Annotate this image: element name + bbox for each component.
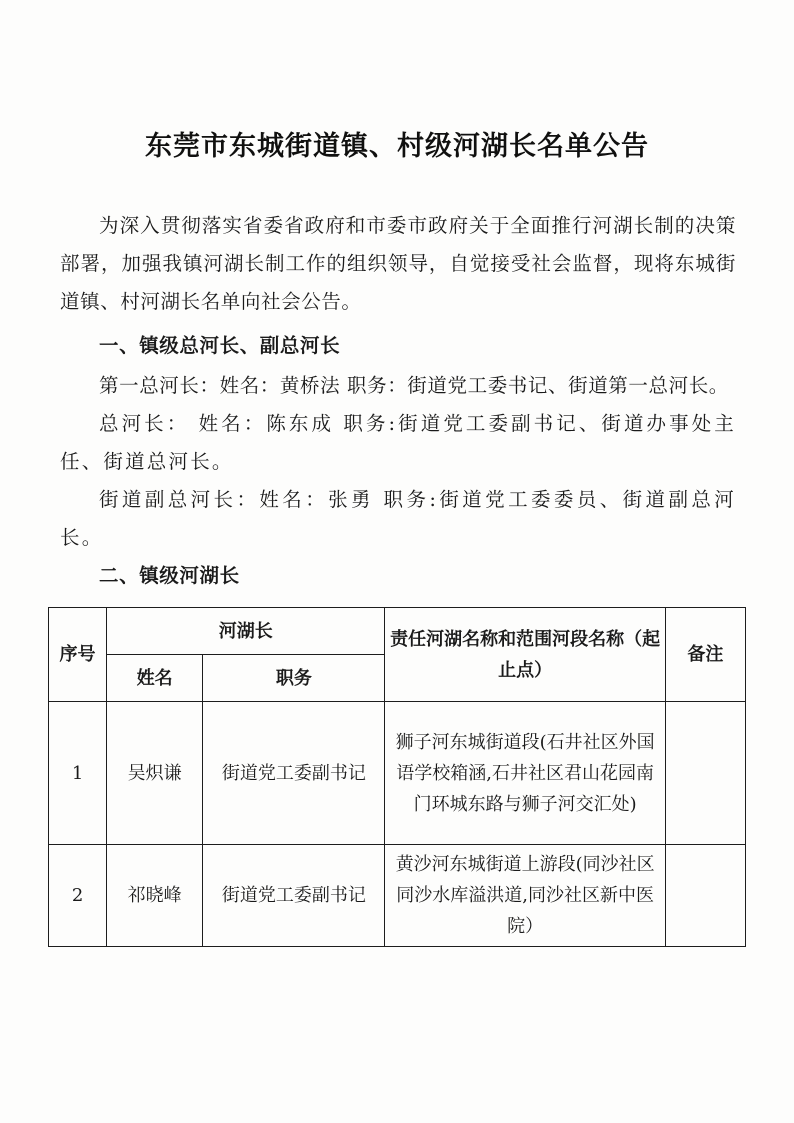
section-one-item-3: 街道副总河长：姓名：张勇 职务:街道党工委委员、街道副总河长。 (60, 488, 736, 549)
section-one-item-2: 总河长： 姓名：陈东成 职务:街道党工委副书记、街道办事处主任、街道总河长。 (60, 412, 736, 473)
row-1-name: 吴炽谦 (107, 702, 203, 845)
row-2-post: 街道党工委副书记 (203, 845, 385, 947)
row-1-remark (665, 702, 745, 845)
row-2-no: 2 (49, 845, 107, 947)
row-2-remark (665, 845, 745, 947)
header-name: 姓名 (107, 655, 203, 702)
row-1-post: 街道党工委副书记 (203, 702, 385, 845)
table-header-row-1 (49, 608, 746, 655)
section-one-item-1: 第一总河长：姓名：黄桥法 职务：街道党工委书记、街道第一总河长。 (99, 374, 729, 397)
intro-paragraph: 为深入贯彻落实省委省政府和市委市政府关于全面推行河湖长制的决策部署，加强我镇河湖长制工作的组织领导，自觉接受社会监督，现将东城街道镇、村河湖长名单向社会公告。 (60, 214, 736, 313)
header-remark: 备注 (665, 608, 745, 702)
header-river-chief-group: 河湖长 (107, 608, 385, 655)
table-body (49, 702, 746, 947)
table-row (49, 845, 746, 947)
header-post: 职务 (203, 655, 385, 702)
river-chief-table (48, 607, 746, 947)
header-no: 序号 (49, 608, 107, 702)
river-chief-table-wrapper (0, 607, 794, 947)
row-1-no: 1 (49, 702, 107, 845)
table-head (49, 608, 746, 702)
header-responsibility: 责任河湖名称和范围河段名称（起止点） (385, 608, 665, 702)
document-body (0, 207, 794, 595)
row-2-responsibility: 黄沙河东城街道上游段(同沙社区同沙水库溢洪道,同沙社区新中医院） (385, 845, 665, 947)
section-heading-two: 二、镇级河湖长 (99, 564, 240, 587)
page-title: 东莞市东城街道镇、村级河湖长名单公告 (145, 131, 649, 162)
section-heading-one: 一、镇级总河长、副总河长 (99, 334, 341, 357)
table-row (49, 702, 746, 845)
row-1-responsibility: 狮子河东城街道段(石井社区外国语学校箱涵,石井社区君山花园南门环城东路与狮子河交汇处) (385, 702, 665, 845)
row-2-name: 祁晓峰 (107, 845, 203, 947)
